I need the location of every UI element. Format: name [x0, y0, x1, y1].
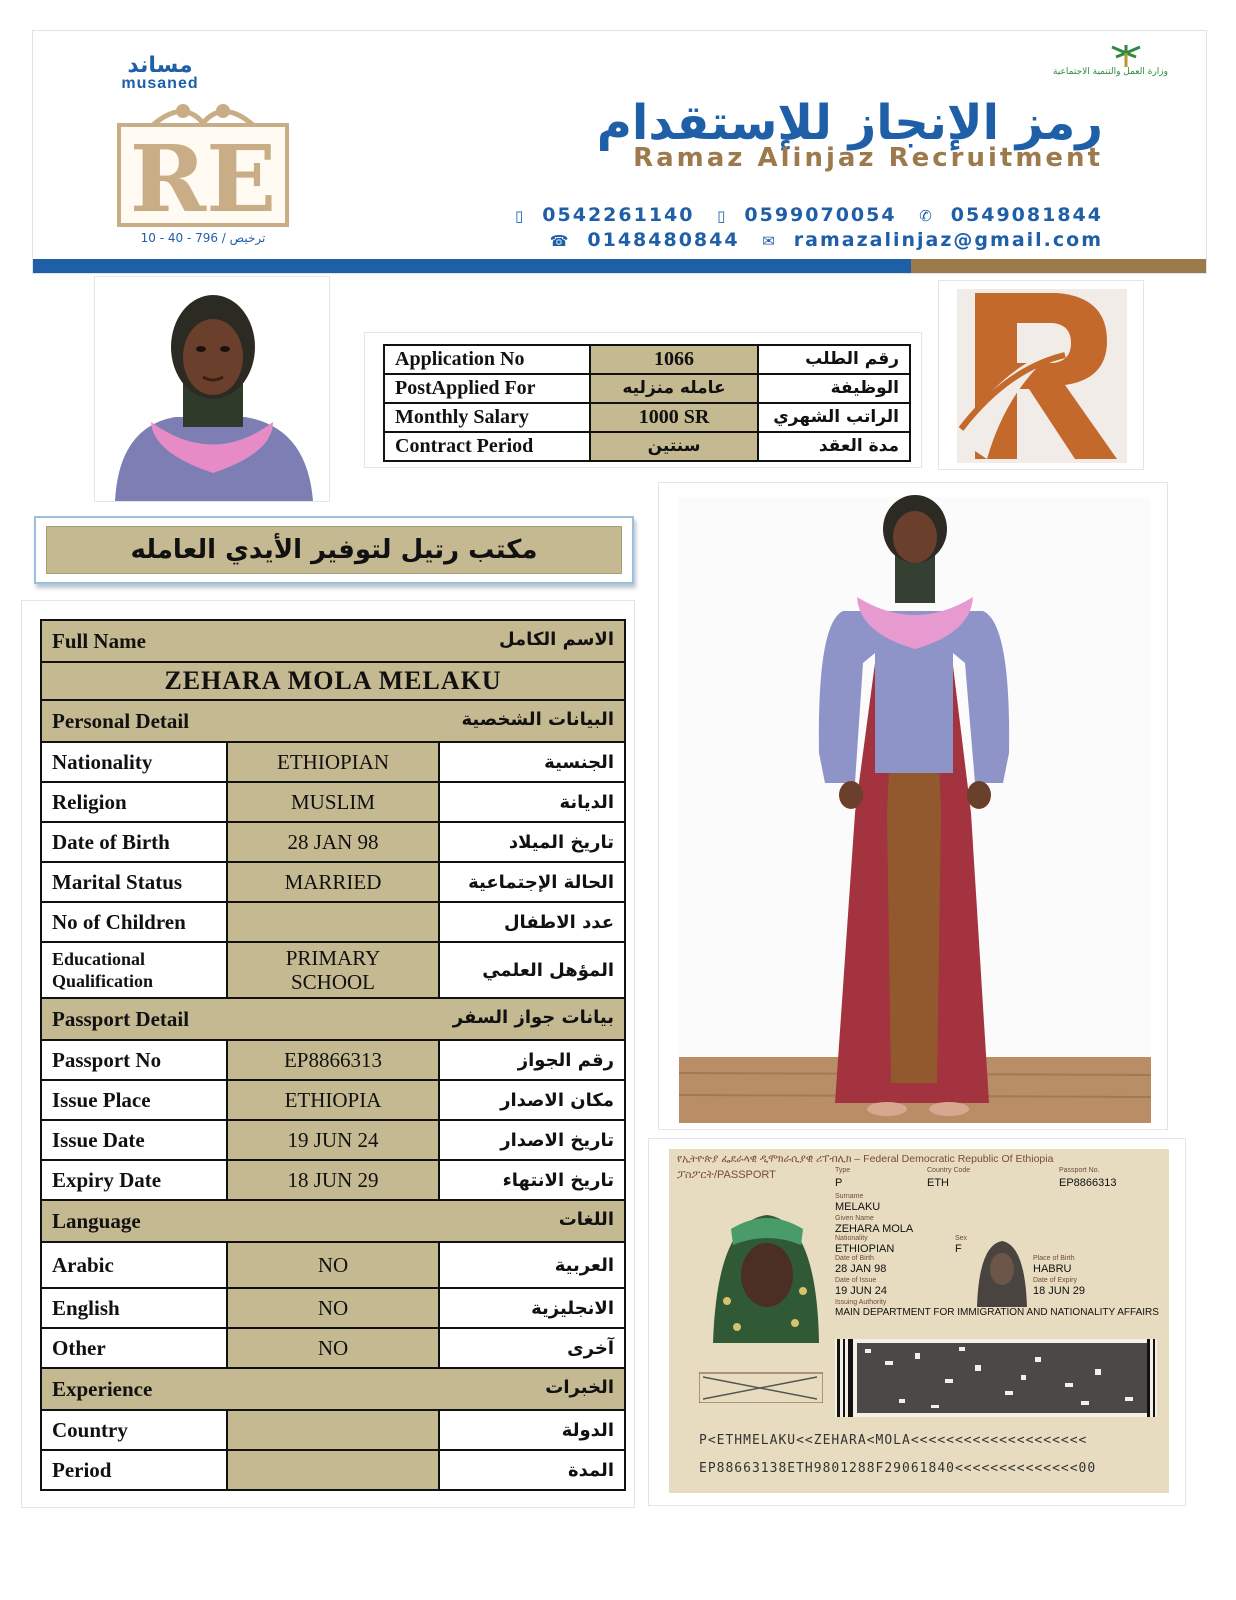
table-row [41, 822, 625, 862]
value-nationality: ETHIOPIAN [227, 742, 439, 782]
label-english-ar: الانجليزية [439, 1288, 625, 1328]
label-issue-place: Issue Place [41, 1080, 227, 1120]
table-row [41, 1120, 625, 1160]
value-monthly-salary: 1000 SR [590, 403, 758, 432]
label-no-of-children-ar: عدد الاطفال [439, 902, 625, 942]
table-row [41, 942, 625, 998]
table-row [384, 403, 910, 432]
landline: 0148480844 [587, 229, 740, 251]
section-header-passport [41, 998, 625, 1040]
field-label: Surname [835, 1193, 864, 1200]
table-row [41, 1450, 625, 1490]
passport-sex: F [955, 1243, 962, 1255]
value-educational-qualification [227, 942, 439, 998]
table-row [41, 1288, 625, 1328]
label-issue-date: Issue Date [41, 1120, 227, 1160]
table-row [41, 782, 625, 822]
telephone-icon: ☎ [549, 232, 571, 250]
application-table [383, 344, 911, 462]
svg-text:RE: RE [129, 125, 277, 231]
section-header-language [41, 1200, 625, 1242]
value-arabic: NO [227, 1242, 439, 1288]
label-monthly-salary-ar: الراتب الشهري [758, 403, 910, 432]
passport-mrz-line-2: EP88663138ETH9801288F29061840<<<<<<<<<<<<<<00 [699, 1461, 1097, 1476]
table-row [41, 620, 625, 662]
passport-main-photo [707, 1201, 825, 1343]
table-row [41, 1160, 625, 1200]
passport-surname: MELAKU [835, 1201, 881, 1213]
passport-number: EP8866313 [1059, 1177, 1117, 1189]
passport-dob: 28 JAN 98 [835, 1263, 887, 1275]
label-application-no-ar: رقم الطلب [758, 345, 910, 374]
signature-box [699, 1365, 823, 1403]
value-issue-date: 19 JUN 24 [227, 1120, 439, 1160]
passport-barcode [835, 1339, 1157, 1417]
label-period-ar: المدة [439, 1450, 625, 1490]
label-educational-qualification [41, 942, 227, 998]
table-row [41, 742, 625, 782]
label-line: Educational [52, 949, 146, 969]
email-icon: ✉ [762, 232, 777, 250]
value-other: NO [227, 1328, 439, 1368]
label-full-name-ar: الاسم الكامل [498, 628, 614, 650]
value-passport-no: EP8866313 [227, 1040, 439, 1080]
value-marital-status: MARRIED [227, 862, 439, 902]
license-number: 10 - 40 - 796 / ترخيص [140, 231, 266, 245]
label-country-ar: الدولة [439, 1410, 625, 1450]
table-row [384, 345, 910, 374]
full-body-photo [658, 482, 1168, 1130]
passport-country-code: ETH [927, 1177, 949, 1189]
label-no-of-children: No of Children [41, 902, 227, 942]
section-title: Language [52, 1208, 141, 1233]
label-line: Qualification [52, 971, 154, 991]
value-issue-place: ETHIOPIA [227, 1080, 439, 1120]
label-marital-status: Marital Status [41, 862, 227, 902]
section-title-ar: الخبرات [545, 1376, 614, 1398]
label-monthly-salary: Monthly Salary [384, 403, 590, 432]
applicant-details [21, 600, 635, 1508]
label-passport-no: Passport No [41, 1040, 227, 1080]
mobile-icon: ▯ [515, 207, 526, 225]
label-nationality: Nationality [41, 742, 227, 782]
table-row [384, 432, 910, 461]
passport-type: P [835, 1177, 843, 1189]
office-banner [34, 516, 634, 584]
whatsapp-icon: ✆ [919, 207, 934, 225]
value-line: SCHOOL [290, 970, 375, 994]
section-title: Personal Detail [52, 708, 190, 733]
passport-authority: MAIN DEPARTMENT FOR IMMIGRATION AND NATIONALITY AFFAIRS [835, 1307, 1159, 1318]
company-name-english: Ramaz Alinjaz Recruitment [633, 143, 1103, 173]
label-period: Period [41, 1450, 227, 1490]
value-date-of-birth: 28 JAN 98 [227, 822, 439, 862]
passport-nationality: ETHIOPIAN [835, 1243, 895, 1255]
label-post-applied-ar: الوظيفة [758, 374, 910, 403]
details-table [40, 619, 626, 1491]
value-country [227, 1410, 439, 1450]
label-nationality-ar: الجنسية [439, 742, 625, 782]
phone-1: 0542261140 [542, 204, 695, 226]
applicant-full-name: ZEHARA MOLA MELAKU [41, 662, 625, 700]
table-row [41, 1410, 625, 1450]
re-company-logo [113, 101, 293, 231]
label-marital-status-ar: الحالة الإجتماعية [439, 862, 625, 902]
r-office-logo [938, 280, 1144, 470]
label-religion: Religion [41, 782, 227, 822]
table-row [41, 1080, 625, 1120]
value-religion: MUSLIM [227, 782, 439, 822]
company-banner [32, 30, 1207, 274]
section-title: Passport Detail [52, 1006, 190, 1031]
label-issue-place-ar: مكان الاصدار [439, 1080, 625, 1120]
phone-2: 0599070054 [744, 204, 897, 226]
label-expiry-date: Expiry Date [41, 1160, 227, 1200]
table-row [41, 902, 625, 942]
value-application-no: 1066 [590, 345, 758, 374]
label-date-of-birth-ar: تاريخ الميلاد [439, 822, 625, 862]
r-logo-background [957, 289, 1127, 463]
portrait-image [95, 277, 329, 501]
company-name-arabic: رمز الإنجاز للإستقدام [596, 95, 1103, 151]
section-title-ar: اللغات [558, 1208, 614, 1230]
section-title: Experience [52, 1376, 153, 1401]
label-educational-qualification-ar: المؤهل العلمي [439, 942, 625, 998]
office-title: مكتب رتيل لتوفير الأيدي العامله [46, 526, 622, 574]
value-post-applied: عامله منزليه [590, 374, 758, 403]
musaned-logo-arabic: مساند [127, 53, 193, 78]
ministry-logo [1048, 47, 1168, 77]
section-title-ar: البيانات الشخصية [461, 708, 614, 730]
label-date-of-birth: Date of Birth [41, 822, 227, 862]
value-no-of-children [227, 902, 439, 942]
value-english: NO [227, 1288, 439, 1328]
field-label: Place of Birth [1033, 1255, 1075, 1262]
label-contract-period: Contract Period [384, 432, 590, 461]
contact-info [343, 203, 1103, 253]
value-contract-period: سنتين [590, 432, 758, 461]
field-label: Date of Expiry [1033, 1277, 1077, 1284]
field-label: Passport No. [1059, 1167, 1100, 1174]
musaned-logo-english: musaned [121, 75, 199, 92]
label-passport-no-ar: رقم الجواز [439, 1040, 625, 1080]
label-english: English [41, 1288, 227, 1328]
section-header-experience [41, 1368, 625, 1410]
passport-issue-date: 19 JUN 24 [835, 1285, 887, 1297]
table-row [41, 1328, 625, 1368]
label-application-no: Application No [384, 345, 590, 374]
passport-doc-type: ፓስፖርት/PASSPORT [677, 1169, 776, 1181]
label-contract-period-ar: مدة العقد [758, 432, 910, 461]
passport-scan [648, 1138, 1186, 1506]
label-country: Country [41, 1410, 227, 1450]
label-other-ar: آخرى [439, 1328, 625, 1368]
table-row [41, 1040, 625, 1080]
field-label: Country Code [927, 1167, 971, 1174]
field-label: Date of Issue [835, 1277, 877, 1284]
table-row [41, 862, 625, 902]
label-issue-date-ar: تاريخ الاصدار [439, 1120, 625, 1160]
passport-given-names: ZEHARA MOLA [835, 1223, 914, 1235]
musaned-logo [95, 55, 225, 91]
portrait-photo [94, 276, 330, 502]
label-expiry-date-ar: تاريخ الانتهاء [439, 1160, 625, 1200]
value-line: PRIMARY [285, 946, 381, 970]
label-other: Other [41, 1328, 227, 1368]
label-arabic-ar: العربية [439, 1242, 625, 1288]
label-full-name: Full Name [52, 628, 146, 653]
palm-icon [1106, 45, 1146, 67]
passport-expiry-date: 18 JUN 29 [1033, 1285, 1085, 1297]
banner-stripe-blue [33, 259, 913, 273]
passport-ghost-photo [973, 1235, 1031, 1307]
value-expiry-date: 18 JUN 29 [227, 1160, 439, 1200]
r-logo-icon [957, 289, 1127, 463]
passport-issuer: የኢትዮጵያ ፌደራላዊ ዲሞክራሲያዊ ሪፐብሊክ – Federal Democratic Republic Of Ethiopia [677, 1153, 1054, 1165]
full-body-image [659, 483, 1167, 1129]
field-label: Type [835, 1167, 851, 1174]
section-title-ar: بيانات جواز السفر [452, 1006, 614, 1028]
passport-place-of-birth: HABRU [1033, 1263, 1072, 1275]
field-label: Nationality [835, 1235, 868, 1242]
banner-stripe-gold [911, 259, 1206, 273]
passport-page [669, 1149, 1169, 1493]
email: ramazalinjaz@gmail.com [793, 229, 1103, 251]
mobile-icon: ▯ [717, 207, 728, 225]
field-label: Date of Birth [835, 1255, 874, 1262]
phone-3: 0549081844 [950, 204, 1103, 226]
table-row [384, 374, 910, 403]
application-summary [364, 332, 922, 468]
field-label: Given Name [835, 1215, 874, 1222]
table-row [41, 662, 625, 700]
table-row [41, 1242, 625, 1288]
label-religion-ar: الديانة [439, 782, 625, 822]
field-label: Issuing Authority [835, 1299, 887, 1306]
field-label: Sex [955, 1235, 968, 1242]
value-period [227, 1450, 439, 1490]
passport-mrz-line-1: P<ETHMELAKU<<ZEHARA<MOLA<<<<<<<<<<<<<<<<<<<< [699, 1433, 1088, 1448]
label-arabic: Arabic [41, 1242, 227, 1288]
section-header-personal [41, 700, 625, 742]
label-post-applied: PostApplied For [384, 374, 590, 403]
ministry-name: وزارة العمل والتنمية الاجتماعية [1053, 67, 1168, 77]
